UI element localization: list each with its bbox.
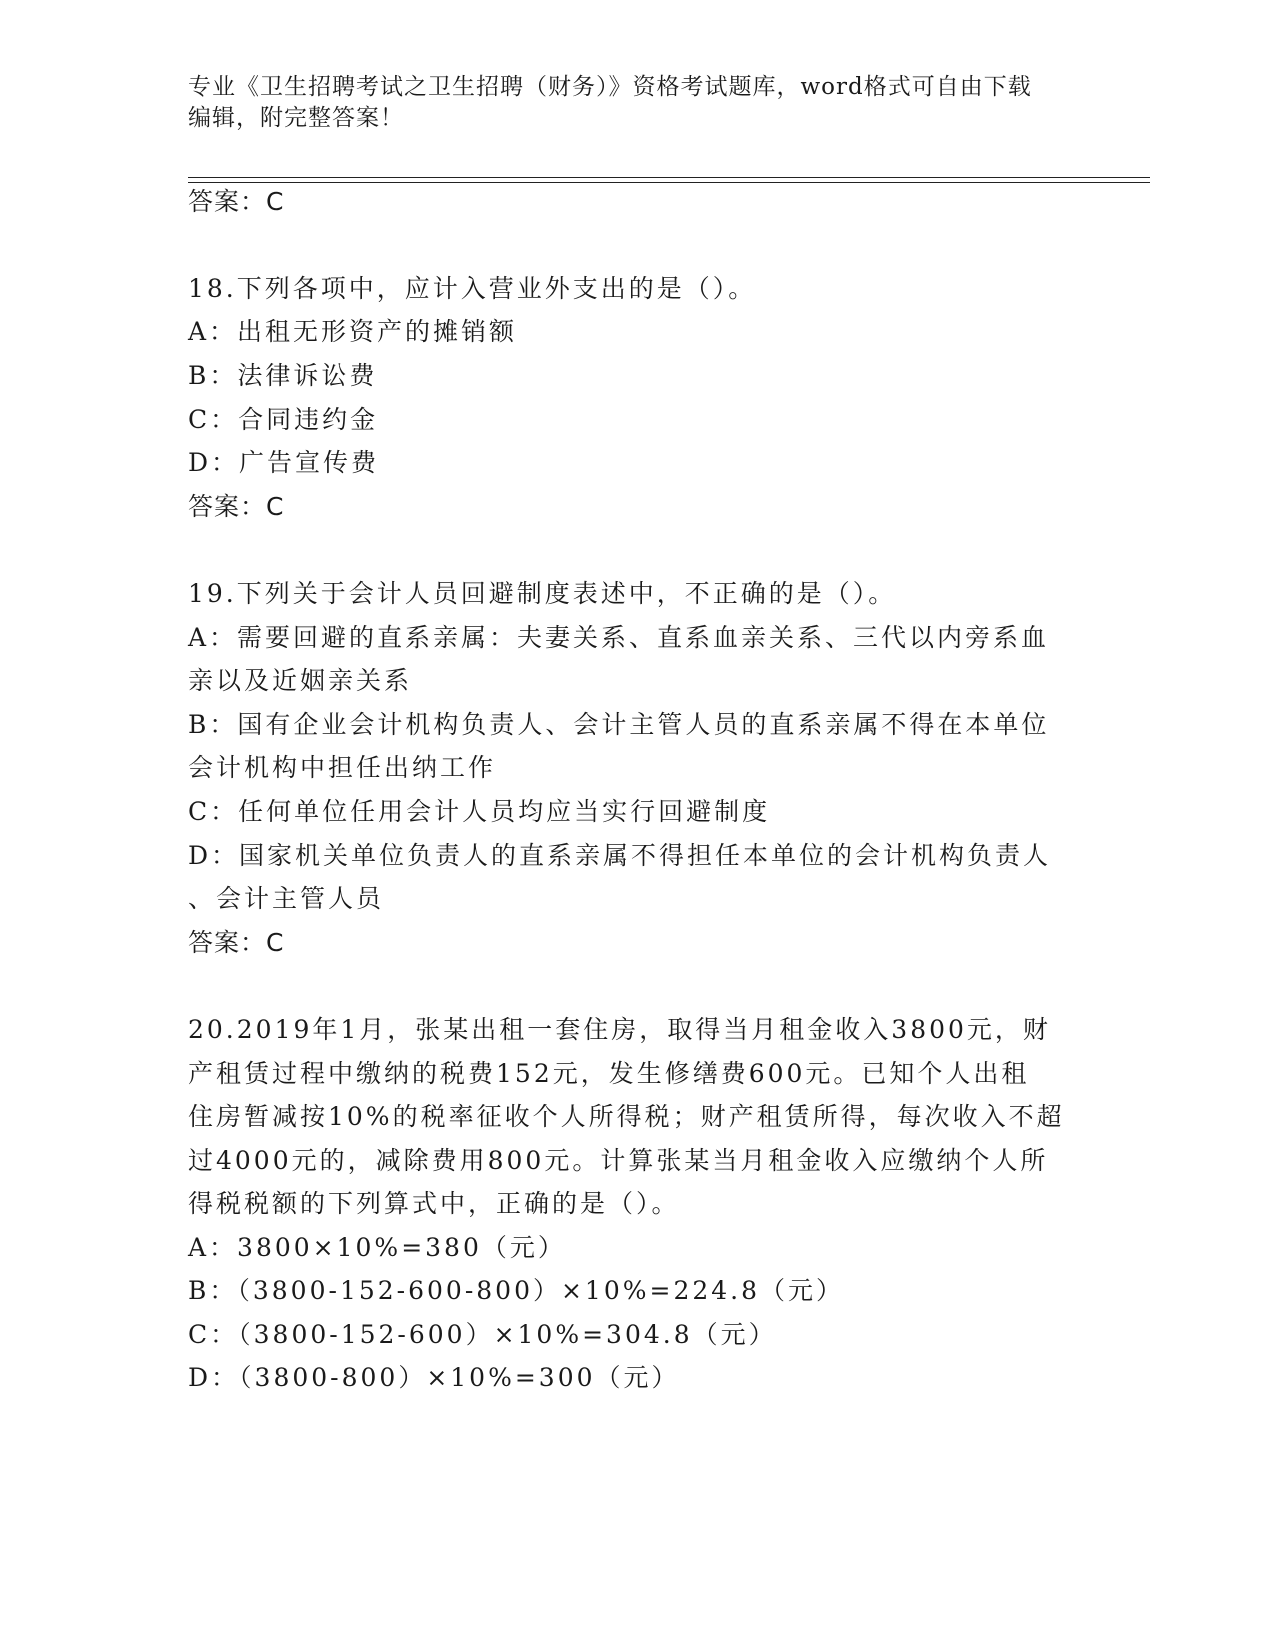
question-20-stem-line-3: 住房暂减按10%的税率征收个人所得税；财产租赁所得，每次收入不超 [188, 1102, 1065, 1131]
question-19-option-b-cont: 会计机构中担任出纳工作 [188, 753, 497, 782]
previous-answer: 答案：C [188, 187, 285, 216]
header-line-1: 专业《卫生招聘考试之卫生招聘（财务）》资格考试题库，word格式可自由下载 [188, 74, 1032, 100]
header-line-2: 编辑，附完整答案！ [188, 105, 404, 131]
question-19-answer: 答案：C [188, 928, 285, 957]
question-18-option-a: A：出租无形资产的摊销额 [188, 317, 518, 346]
question-18-option-d: D：广告宣传费 [188, 448, 380, 477]
question-20-option-c: C：（3800-152-600）×10%=304.8（元） [188, 1320, 777, 1349]
question-20-option-d: D：（3800-800）×10%=300（元） [188, 1363, 680, 1392]
header-divider-bottom [188, 182, 1150, 183]
question-18-answer: 答案：C [188, 492, 285, 521]
question-20-stem-line-1: 20.2019年1月，张某出租一套住房，取得当月租金收入3800元，财 [188, 1015, 1051, 1044]
question-19-option-c: C：任何单位任用会计人员均应当实行回避制度 [188, 797, 771, 826]
question-20-stem-line-5: 得税税额的下列算式中，正确的是（）。 [188, 1189, 680, 1218]
question-20-stem-line-4: 过4000元的，减除费用800元。计算张某当月租金收入应缴纳个人所 [188, 1146, 1049, 1175]
question-19-option-d-cont: 、会计主管人员 [188, 884, 385, 913]
question-20-option-a: A：3800×10%=380（元） [188, 1233, 566, 1262]
question-18-option-b: B：法律诉讼费 [188, 361, 378, 390]
question-19-stem: 19.下列关于会计人员回避制度表述中，不正确的是（）。 [188, 579, 897, 608]
question-18-stem: 18.下列各项中，应计入营业外支出的是（）。 [188, 274, 757, 303]
question-19-option-d: D：国家机关单位负责人的直系亲属不得担任本单位的会计机构负责人 [188, 841, 1052, 870]
question-20-stem-line-2: 产租赁过程中缴纳的税费152元，发生修缮费600元。已知个人出租 [188, 1059, 1030, 1088]
document-header [188, 72, 1078, 134]
question-20-option-b: B：（3800-152-600-800）×10%=224.8（元） [188, 1276, 845, 1305]
question-19-option-a: A：需要回避的直系亲属：夫妻关系、直系血亲关系、三代以内旁系血 [188, 623, 1050, 652]
question-18-option-c: C：合同违约金 [188, 405, 379, 434]
question-19-option-a-cont: 亲以及近姻亲关系 [188, 666, 413, 695]
question-19-option-b: B：国有企业会计机构负责人、会计主管人员的直系亲属不得在本单位 [188, 710, 1050, 739]
header-divider-top [188, 177, 1150, 178]
